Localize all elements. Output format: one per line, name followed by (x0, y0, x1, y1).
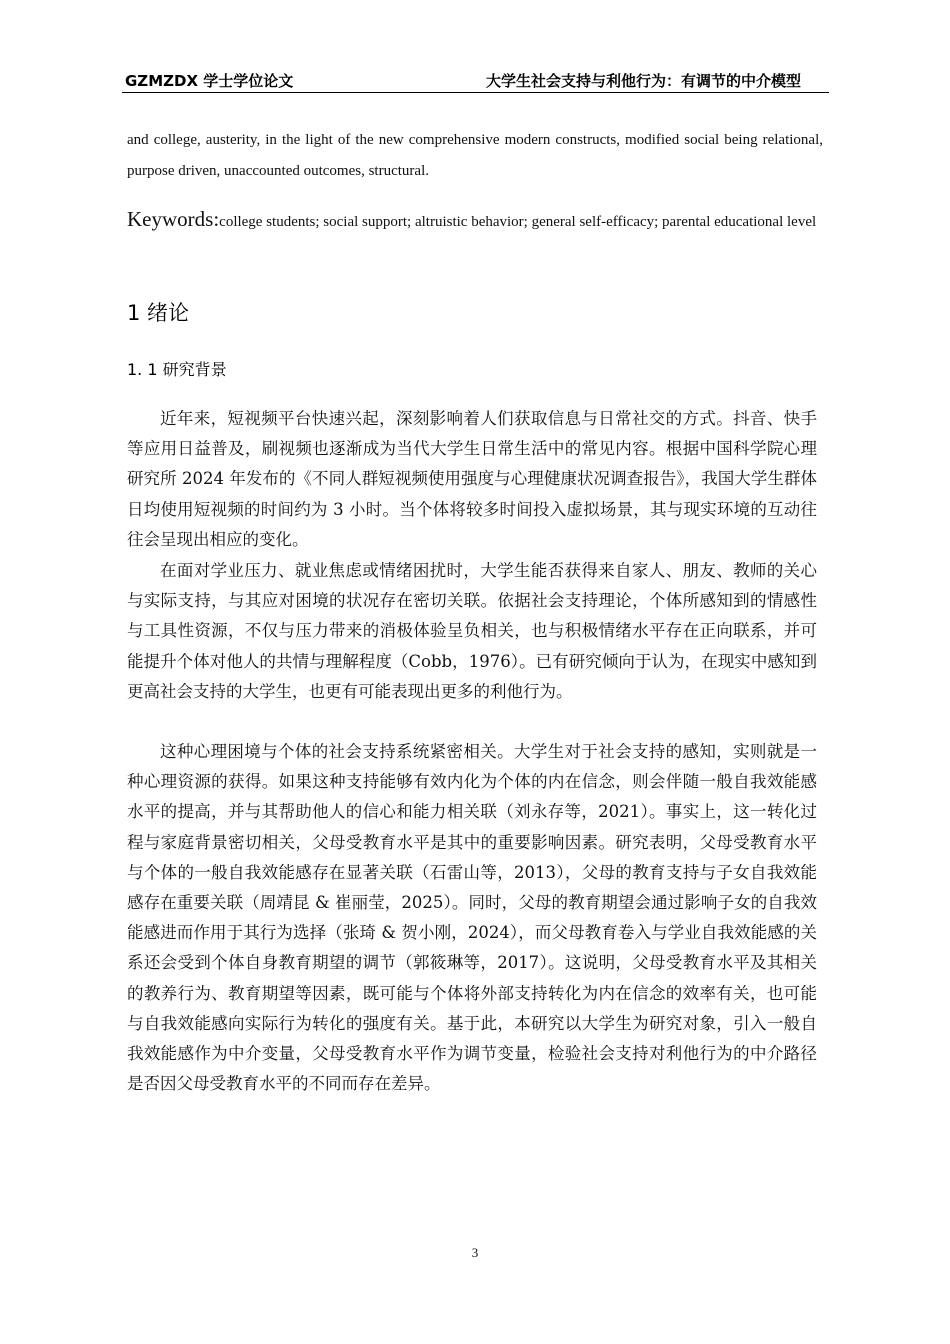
paragraph-3: 这种心理困境与个体的社会支持系统紧密相关。大学生对于社会支持的感知，实则就是一种心理资源的获得。如果这种支持能够有效内化为个体的内在信念，则会伴随一般自我效能感水平的提高，并与其帮助他人的信心和能力相关联（刘永存等，2021）。事实上，这一转化过程与家庭背景密切相关，父母受教育水平是其中的重要影响因素。研究表明，父母受教育水平与个体的一般自我效能感存在显著关联（石雷山等，2013），父母的教育支持与子女自我效能感存在重要关联（周靖昆 & 崔丽莹，2025）。同时，父母的教育期望会通过影响子女的自我效能感进而作用于其行为选择（张琦 & 贺小刚，2024），而父母教育卷入与学业自我效能感的关系还会受到个体自身教育期望的调节（郭筱琳等，2017）。这说明，父母受教育水平及其相关的教养行为、教育期望等因素，既可能与个体将外部支持转化为内在信念的效率有关，也可能与自我效能感向实际行为转化的强度有关。基于此，本研究以大学生为研究对象，引入一般自我效能感作为中介变量，父母受教育水平作为调节变量，检验社会支持对利他行为的中介路径是否因父母受教育水平的不同而存在差异。 (127, 742, 817, 1094)
section-title: 1 绪论 (127, 301, 190, 325)
keywords-block (127, 198, 823, 244)
keywords-label: Keywords: (127, 207, 220, 231)
paragraph-1: 近年来，短视频平台快速兴起，深刻影响着人们获取信息与日常社交的方式。抖音、快手等应用日益普及，刷视频也逐渐成为当代大学生日常生活中的常见内容。根据中国科学院心理研究所 2024 年发布的《不同人群短视频使用强度与心理健康状况调查报告》，我国大学生群体日均使用短视频的时间约为 3 小时。当个体将较多时间投入虚拟场景，其与现实环境的互动往往会呈现出相应的变化。 (127, 409, 817, 549)
page-header (122, 70, 829, 93)
subsection-title: 1. 1 研究背景 (127, 360, 227, 379)
page-number: 3 (471, 1245, 479, 1260)
header-right-title: 大学生社会支持与利他行为：有调节的中介模型 (485, 72, 801, 90)
header-left-title: GZMZDX 学士学位论文 (125, 72, 294, 90)
keywords-text: college students; social support; altruistic behavior; general self-efficacy; parental educational level (219, 214, 817, 230)
paragraph-2: 在面对学业压力、就业焦虑或情绪困扰时，大学生能否获得来自家人、朋友、教师的关心与实际支持，与其应对困境的状况存在密切关联。依据社会支持理论，个体所感知到的情感性与工具性资源，不仅与压力带来的消极体验呈负相关，也与积极情绪水平存在正向联系，并可能提升个体对他人的共情与理解程度（Cobb，1976）。已有研究倾向于认为，在现实中感知到更高社会支持的大学生，也更有可能表现出更多的利他行为。 (127, 561, 817, 701)
abstract-tail: and college, austerity, in the light of the new comprehensive modern constructs, modified social being relational, purpose driven, unaccounted outcomes, structural. (127, 132, 823, 179)
